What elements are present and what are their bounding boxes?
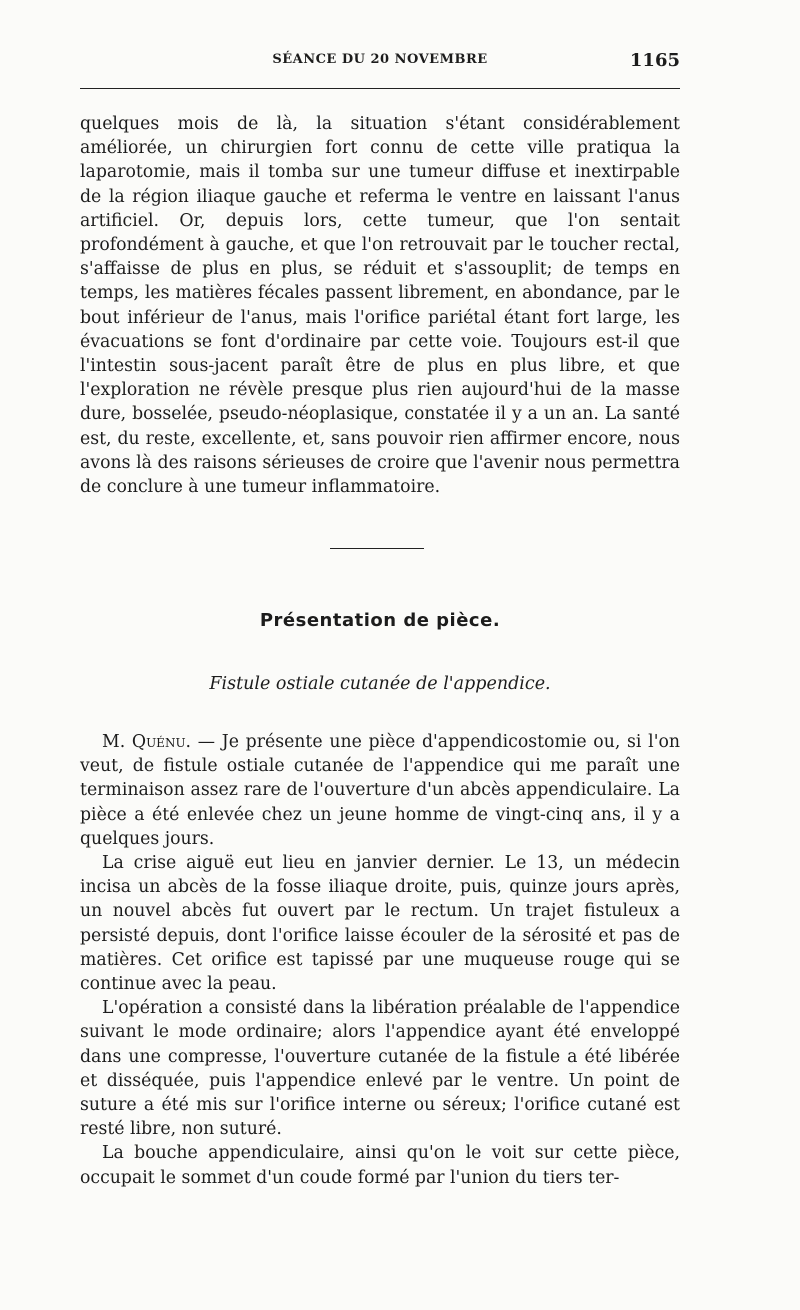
header-rule bbox=[80, 88, 680, 89]
paragraph-2: La crise aiguë eut lieu en janvier dernier. Le 13, un médecin incisa un abcès de la fosse iliaque droite, puis, quinze jours après, un nouvel abcès fut ouvert par le rectum. Un trajet fistuleux a persisté depuis, dont l'orifice laisse écouler de la sérosité et pas de matières. Cet orifice est tapissé par une muqueuse rouge qui se continue avec la peau. bbox=[80, 853, 680, 995]
continuation-paragraph: quelques mois de là, la situation s'étant considérablement améliorée, un chirurgien fort connu de cette ville pratiqua la laparotomie, mais il tomba sur une tumeur diffuse et inextirpable de la région iliaque gauche et referma le ventre en laissant l'anus artificiel. Or, depuis lors, cette tumeur, que l'on sentait profondément à gauche, et que l'on retrouvait par le toucher rectal, s'affaisse de plus en plus, se réduit et s'assouplit; de temps en temps, les matières fécales passent librement, en abondance, par le bout inférieur de l'anus, mais l'orifice pariétal étant fort large, les évacuations se font d'ordinaire par cette voie. Toujours est-il que l'intestin sous-jacent paraît être de plus en plus libre, et que l'exploration ne révèle presque plus rien aujourd'hui de la masse dure, bosselée, pseudo-néoplasique, constatée il y a un an. La santé est, du reste, excellente, et, sans pouvoir rien affirmer encore, nous avons là des raisons sérieuses de croire que l'avenir nous permettra de conclure à une tumeur inflammatoire. bbox=[80, 114, 680, 498]
section-divider bbox=[330, 548, 424, 549]
page-number: 1165 bbox=[629, 50, 680, 71]
paragraph-1-text: — Je présente une pièce d'appendicostomie ou, si l'on veut, de fistule ostiale cutanée de l'appendice qui me paraît une terminaison assez rare de l'ouverture d'un abcès appendiculaire. La pièce a été enlevée chez un jeune homme de vingt-cinq ans, il y a quelques jours. bbox=[80, 732, 680, 849]
paragraph-4: La bouche appendiculaire, ainsi qu'on le voit sur cette pièce, occupait le sommet d'un coude formé par l'union du tiers ter- bbox=[80, 1143, 680, 1188]
section-title: Présentation de pièce. bbox=[259, 610, 501, 631]
page-header bbox=[80, 50, 680, 72]
speaker-name: M. Quénu. bbox=[102, 732, 192, 752]
running-title: SÉANCE DU 20 NOVEMBRE bbox=[272, 52, 488, 67]
body-text bbox=[80, 730, 680, 1190]
continuation-text bbox=[80, 112, 680, 499]
section-subtitle: Fistule ostiale cutanée de l'appendice. bbox=[209, 674, 551, 694]
paragraph-1 bbox=[80, 730, 680, 851]
paragraph-3: L'opération a consisté dans la libération préalable de l'appendice suivant le mode ordinaire; alors l'appendice ayant été enveloppé dans une compresse, l'ouverture cutanée de la fistule a été libérée et disséquée, puis l'appendice enlevé par le ventre. Un point de suture a été mis sur l'orifice interne ou séreux; l'orifice cutané est resté libre, non suturé. bbox=[80, 998, 680, 1140]
